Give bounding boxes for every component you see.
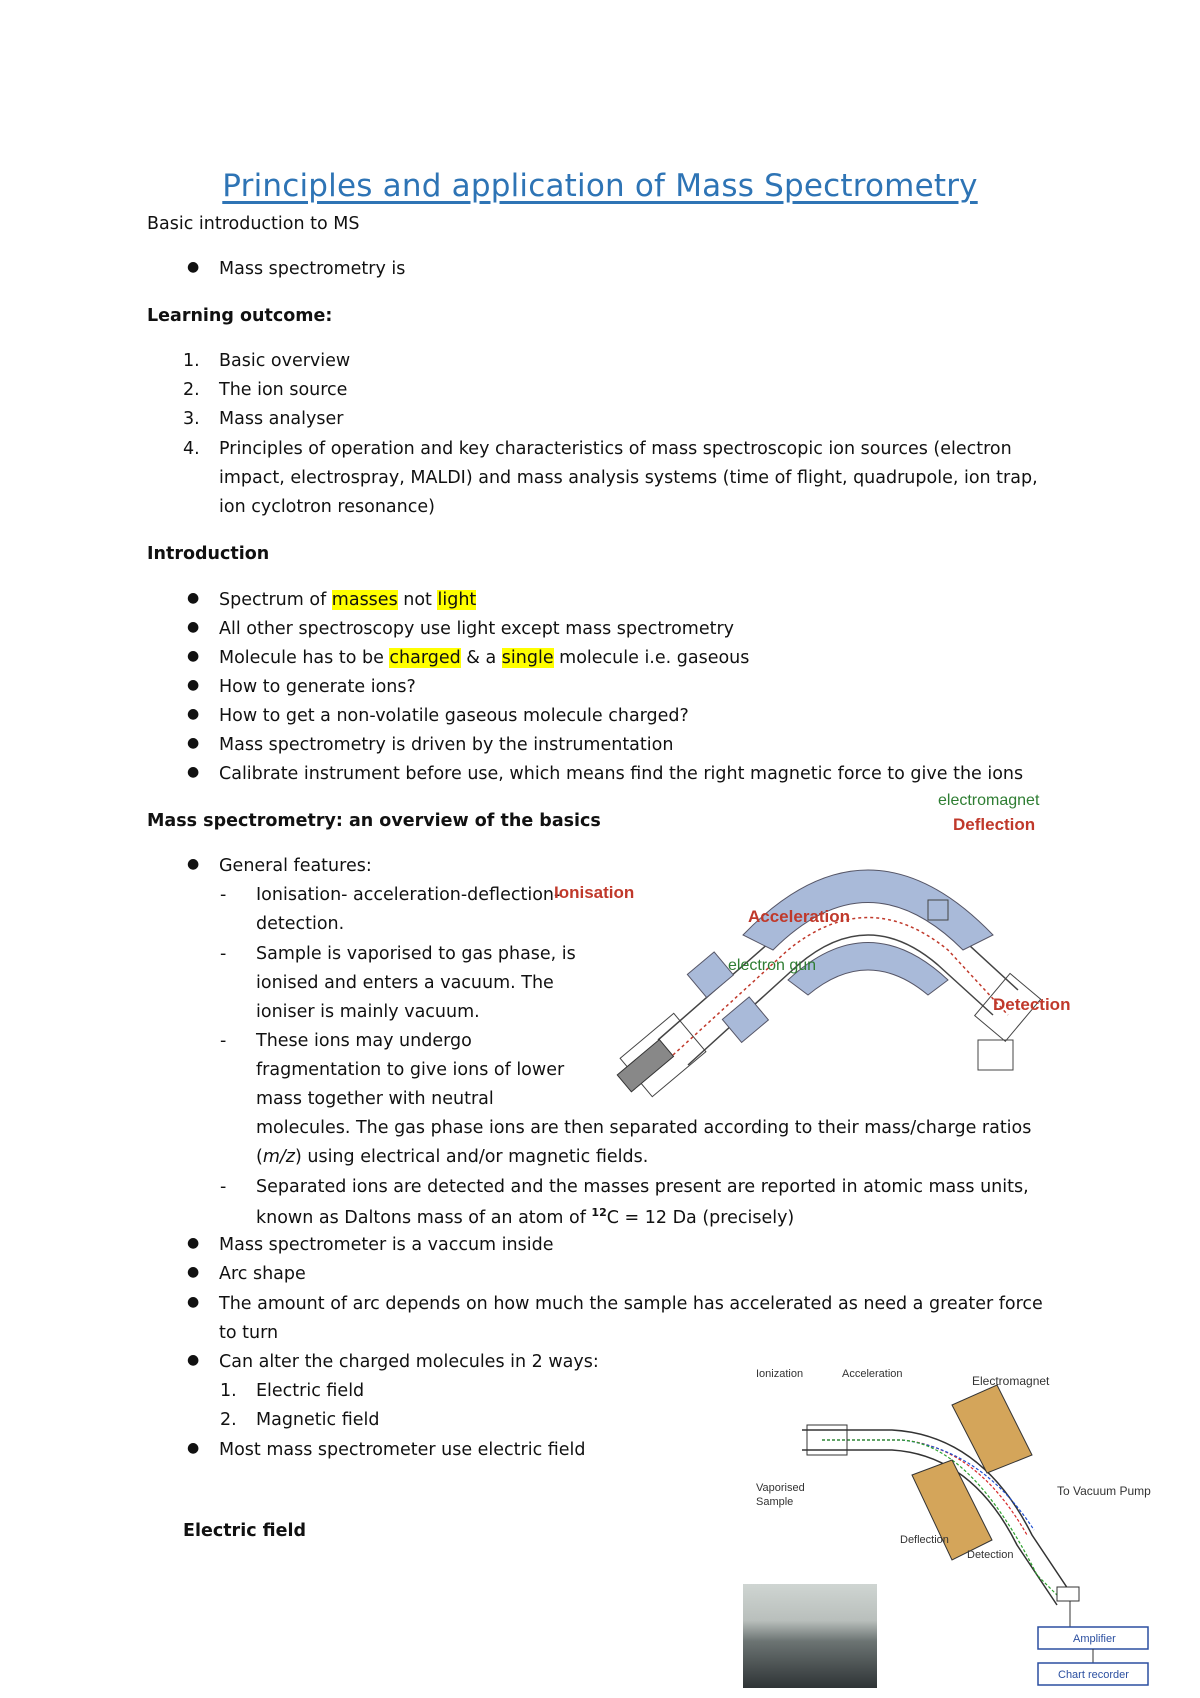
overview-bullet: General features:: [219, 856, 372, 876]
bullet: ●: [187, 1352, 200, 1368]
bullet: ●: [187, 1235, 200, 1251]
overview-bullet: Mass spectrometer is a vaccum inside: [219, 1235, 554, 1255]
dash: -: [220, 1177, 227, 1197]
introduction-bullet: How to get a non-volatile gaseous molecule charged?: [219, 706, 689, 726]
bullet: ●: [187, 706, 200, 722]
bullet: ●: [187, 619, 200, 635]
deflection-label: Deflection: [953, 815, 1036, 834]
overview-bullet: The amount of arc depends on how much the sample has accelerated as need a greater force: [219, 1294, 1043, 1314]
overview-bullet: Can alter the charged molecules in 2 ways:: [219, 1352, 599, 1372]
list-number: 2.: [183, 380, 200, 400]
overview-sub: known as Daltons mass of an atom of $^{12}$C = 12 Da (precisely): [256, 1206, 795, 1228]
introduction-heading: Introduction: [147, 544, 270, 564]
learning-item: Mass analyser: [219, 409, 344, 429]
list-number: 1.: [183, 351, 200, 371]
overview-sub: Ionisation- acceleration-deflection-: [256, 885, 561, 905]
amplifier-label: Amplifier: [1073, 1633, 1116, 1645]
ion-chamber: [687, 952, 733, 997]
bullet: ●: [187, 764, 200, 780]
acceleration-label: Acceleration: [842, 1368, 903, 1380]
instrument-photo: [743, 1584, 877, 1688]
overview-numbered: Electric field: [256, 1381, 365, 1401]
bullet: ●: [187, 259, 200, 275]
deflection-label: Deflection: [900, 1534, 949, 1546]
highlight: masses: [331, 590, 398, 610]
detection-label: Detection: [993, 995, 1071, 1014]
detection-label: Detection: [967, 1549, 1014, 1561]
bullet: ●: [187, 677, 200, 693]
ionisation-label: Ionisation: [554, 883, 635, 902]
sample-label: Sample: [756, 1496, 794, 1508]
detector: [1057, 1587, 1079, 1601]
electron-gun-label: electron gun: [728, 957, 817, 974]
overview-numbered: Magnetic field: [256, 1410, 380, 1430]
intro-bullet: Mass spectrometry is: [219, 259, 406, 279]
mass-spectrometer-diagram-1: [554, 792, 1180, 1110]
dash: -: [220, 885, 227, 905]
bullet: ●: [187, 856, 200, 872]
learning-heading: Learning outcome:: [147, 306, 333, 326]
bullet: ●: [187, 1440, 200, 1456]
electromagnet-upper: [952, 1385, 1032, 1473]
list-number: 4.: [183, 439, 200, 459]
bullet: ●: [187, 1294, 200, 1310]
overview-sub: ionised and enters a vacuum. The: [256, 973, 554, 993]
overview-sub: Separated ions are detected and the masses present are reported in atomic mass units,: [256, 1177, 1029, 1197]
overview-sub: fragmentation to give ions of lower: [256, 1060, 565, 1080]
electric-field-heading: Electric field: [183, 1521, 307, 1541]
overview-sub: mass together with neutral: [256, 1089, 494, 1109]
overview-sub: Sample is vaporised to gas phase, is: [256, 944, 576, 964]
learning-item-cont: impact, electrospray, MALDI) and mass analysis systems (time of flight, quadrupole, ion trap,: [219, 468, 1038, 488]
overview-bullet: Most mass spectrometer use electric field: [219, 1440, 586, 1460]
bullet: ●: [187, 648, 200, 664]
vaporised-label: Vaporised: [756, 1482, 805, 1494]
introduction-bullet: Mass spectrometry is driven by the instrumentation: [219, 735, 674, 755]
bullet: ●: [187, 1264, 200, 1280]
overview-sub: ioniser is mainly vacuum.: [256, 1002, 480, 1022]
overview-bullet-cont: to turn: [219, 1323, 279, 1343]
bullet: ●: [187, 590, 200, 606]
page-title: Principles and application of Mass Spectrometry: [222, 168, 978, 204]
learning-item: Principles of operation and key characteristics of mass spectroscopic ion sources (electron: [219, 439, 1012, 459]
detector-box: [978, 1040, 1013, 1070]
chart-recorder-label: Chart recorder: [1058, 1669, 1129, 1681]
list-number: 2.: [220, 1410, 237, 1430]
list-number: 1.: [220, 1381, 237, 1401]
highlight: single: [501, 648, 554, 668]
bullet: ●: [187, 735, 200, 751]
overview-sub: (m/z) using electrical and/or magnetic fields.: [256, 1147, 649, 1167]
dash: -: [220, 1031, 227, 1051]
learning-item-cont: ion cyclotron resonance): [219, 497, 435, 517]
overview-bullet: Arc shape: [219, 1264, 306, 1284]
learning-item: Basic overview: [219, 351, 351, 371]
ionization-label: Ionization: [756, 1368, 804, 1380]
list-number: 3.: [183, 409, 200, 429]
vacuum-pump-label: To Vacuum Pump: [1057, 1484, 1151, 1498]
overview-heading: Mass spectrometry: an overview of the basics: [147, 811, 601, 831]
electromagnet-label: electromagnet: [938, 792, 1040, 809]
overview-sub: detection.: [256, 914, 345, 934]
overview-sub: These ions may undergo: [256, 1031, 472, 1051]
ion-chamber: [722, 997, 768, 1042]
electromagnet-label: Electromagnet: [972, 1374, 1050, 1388]
introduction-bullet: Molecule has to be charged & a single molecule i.e. gaseous: [219, 648, 750, 668]
overview-sub: molecules. The gas phase ions are then separated according to their mass/charge ratios: [256, 1118, 1032, 1138]
learning-item: The ion source: [219, 380, 348, 400]
highlight: charged: [389, 648, 461, 668]
acceleration-label: Acceleration: [748, 907, 851, 926]
introduction-bullet: How to generate ions?: [219, 677, 416, 697]
introduction-bullet: Calibrate instrument before use, which means find the right magnetic force to give the ions: [219, 764, 1024, 784]
introduction-bullet: Spectrum of masses not light: [219, 590, 477, 610]
introduction-bullet: All other spectroscopy use light except mass spectrometry: [219, 619, 735, 639]
intro-heading: Basic introduction to MS: [147, 214, 360, 234]
dash: -: [220, 944, 227, 964]
highlight: light: [437, 590, 477, 610]
